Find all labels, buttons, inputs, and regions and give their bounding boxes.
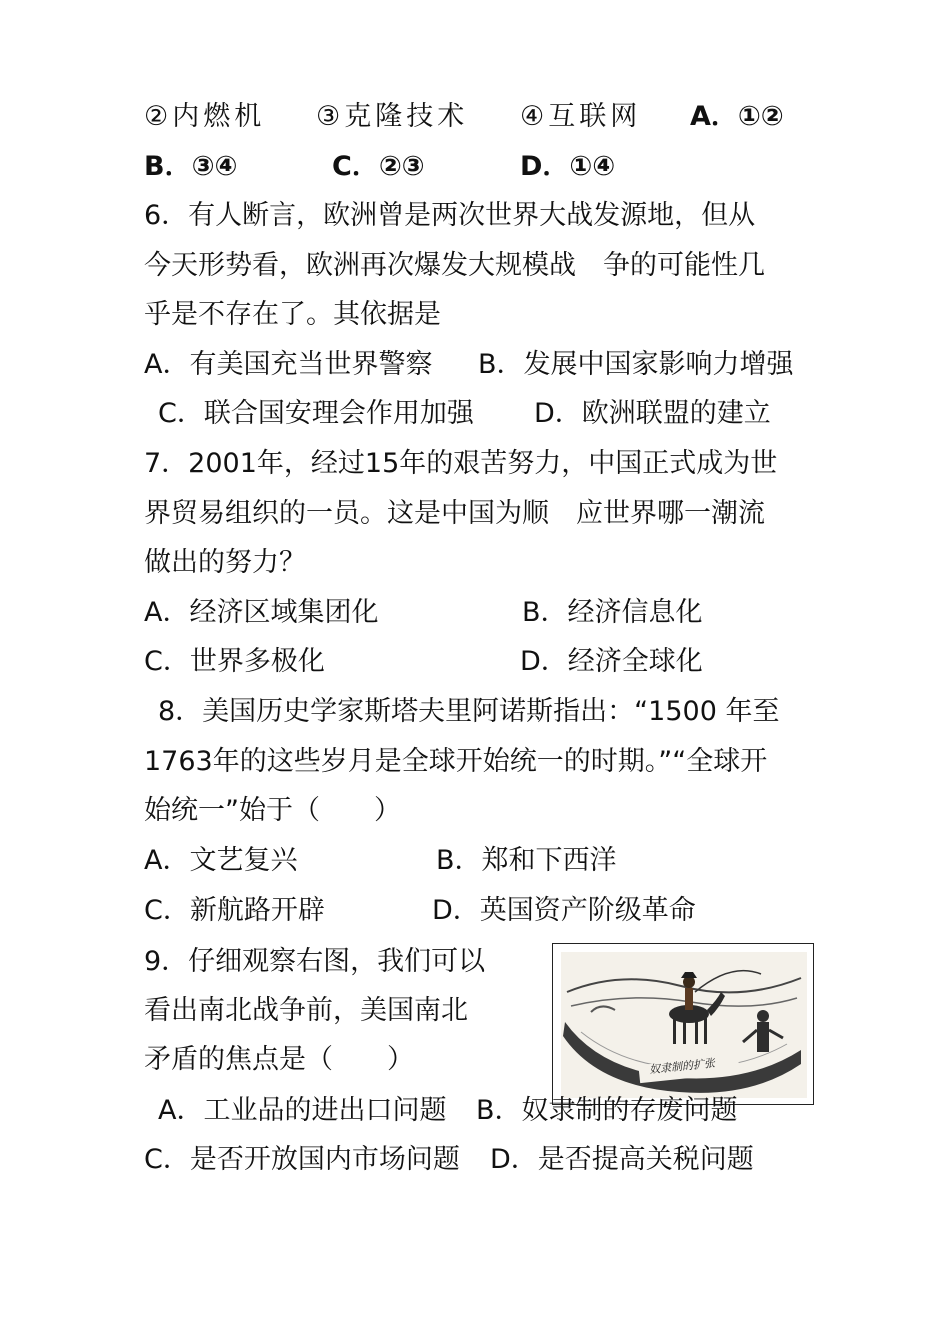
q8-choice-d: D．英国资产阶级革命 — [432, 895, 696, 926]
q6-stem-line-3: 乎是不存在了。其依据是 — [144, 299, 441, 330]
q6-choice-c: C．联合国安理会作用加强 — [158, 398, 474, 429]
q7-choice-d: D．经济全球化 — [520, 646, 703, 677]
q9-choices-row-1 — [144, 1093, 824, 1129]
q5-option-2: ②内燃机 — [144, 101, 266, 132]
q6-stem-line-1: 6．有人断言，欧洲曾是两次世界大战发源地，但从 — [144, 200, 756, 231]
q7-choice-b: B．经济信息化 — [522, 597, 703, 628]
q6-choice-b: B．发展中国家影响力增强 — [478, 349, 794, 380]
q6-choices-row-2 — [144, 396, 824, 432]
q8-choices-row-2 — [144, 893, 824, 929]
q9-stem-line-3: 矛盾的焦点是（ ） — [144, 1044, 414, 1075]
q7-stem-line-3: 做出的努力？ — [144, 547, 306, 578]
q7-choice-c: C．世界多极化 — [144, 646, 325, 677]
q7-choice-a: A．经济区域集团化 — [144, 597, 379, 628]
q8-stem-line-1: 8．美国历史学家斯塔夫里阿诺斯指出：“1500 年至 — [158, 696, 780, 727]
q6-choice-d: D．欧洲联盟的建立 — [534, 398, 771, 429]
q6-choices-row-1 — [144, 347, 824, 383]
q9-cartoon-figure — [552, 943, 814, 1105]
q8-choice-b: B．郑和下西洋 — [436, 845, 617, 876]
q9-cartoon-caption: 奴隶制的扩张 — [648, 1056, 716, 1077]
q9-cartoon-illustration — [561, 952, 807, 1098]
q6-stem-line-2: 今天形势看，欧洲再次爆发大规模战 争的可能性几 — [144, 250, 765, 281]
q7-choices-row-1 — [144, 595, 824, 631]
q7-stem-line-2: 界贸易组织的一员。这是中国为顺 应世界哪一潮流 — [144, 498, 765, 529]
q7-stem-line-1: 7．2001年，经过15年的艰苦努力，中国正式成为世 — [144, 448, 778, 479]
q9-choice-d: D．是否提高关税问题 — [490, 1144, 754, 1175]
q5-choice-b: B．③④ — [144, 151, 238, 182]
q9-choice-a: A．工业品的进出口问题 — [158, 1095, 447, 1126]
q9-choice-b: B．奴隶制的存废问题 — [476, 1095, 738, 1126]
q5-choice-a-line — [690, 99, 784, 135]
q9-choice-c: C．是否开放国内市场问题 — [144, 1144, 460, 1175]
cartoon-drawing — [561, 952, 807, 1098]
q5-choice-c: C．②③ — [332, 151, 425, 182]
q9-stem-line-1: 9．仔细观察右图，我们可以 — [144, 946, 486, 977]
q5-option-4: ④互联网 — [520, 101, 642, 132]
q5-choices-line — [144, 149, 824, 185]
q5-choice-d: D．①④ — [520, 151, 616, 182]
q7-choices-row-2 — [144, 644, 824, 680]
q8-stem-line-2: 1763年的这些岁月是全球开始统一的时期。”“全球开 — [144, 746, 768, 777]
q8-choice-c: C．新航路开辟 — [144, 895, 325, 926]
q5-choice-a: A．①② — [690, 101, 784, 132]
q8-stem-line-3: 始统一”始于（ ） — [144, 795, 401, 826]
q9-stem-line-2: 看出南北战争前，美国南北 — [144, 995, 468, 1026]
q8-choices-row-1 — [144, 843, 824, 879]
q5-option-3: ③克隆技术 — [316, 101, 469, 132]
q8-choice-a: A．文艺复兴 — [144, 845, 298, 876]
q9-choices-row-2 — [144, 1142, 824, 1178]
q6-choice-a: A．有美国充当世界警察 — [144, 349, 433, 380]
